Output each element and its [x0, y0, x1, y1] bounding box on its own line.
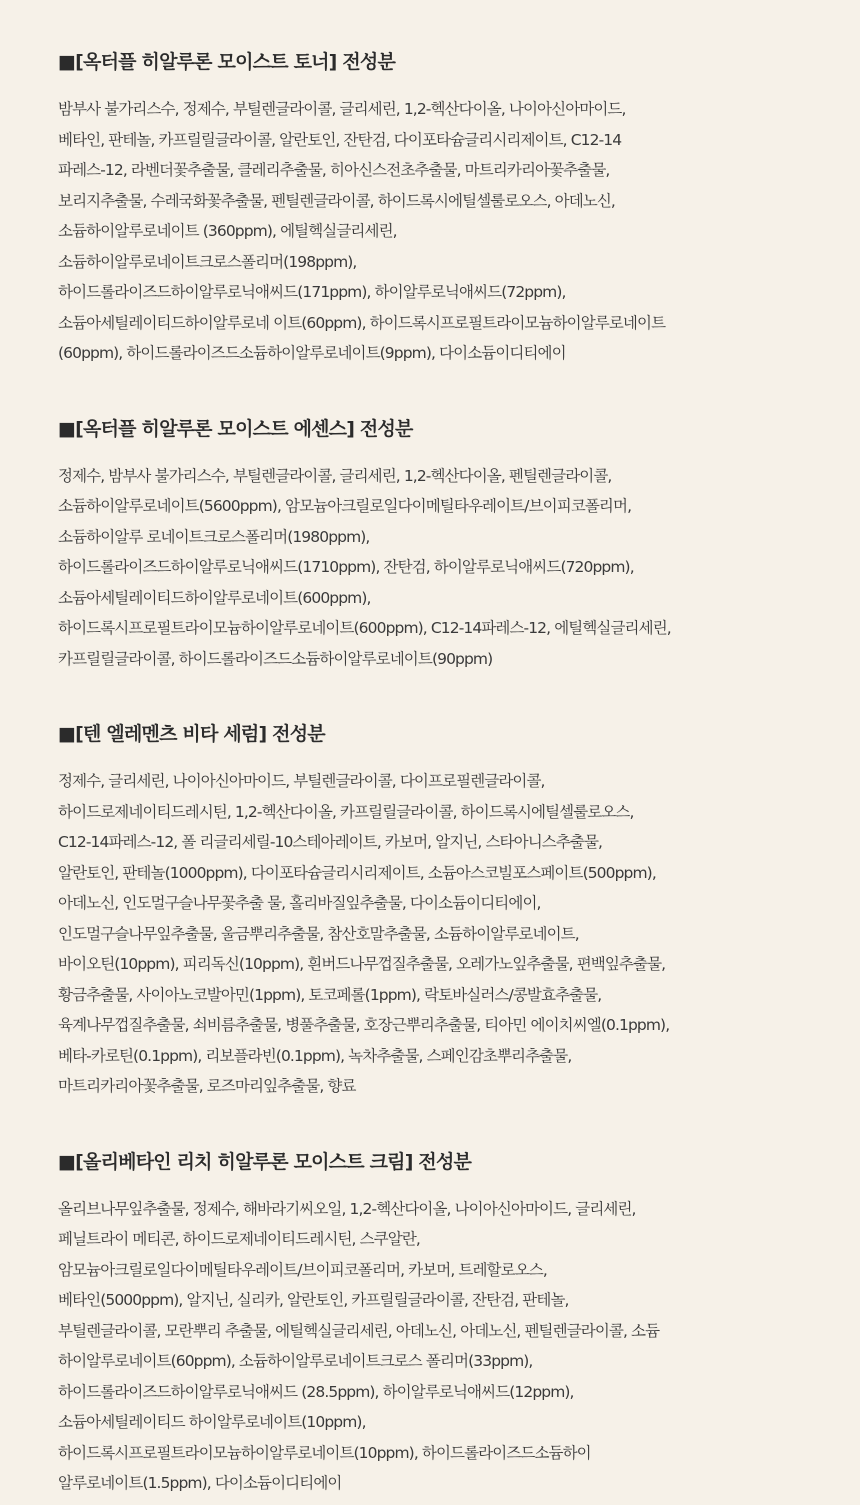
section-cream [58, 1144, 860, 1499]
ingredient-line: 하이드로제네이티드레시틴, 1,2-헥산다이올, 카프릴릴글라이콜, 하이드록시에틸셀룰로오스, [58, 802, 634, 821]
ingredient-line: 소듐하이알루로네이트(5600ppm), 암모늄아크릴로일다이메틸타우레이트/브이피코폴리머, [58, 497, 632, 515]
ingredient-line: 하이알루로네이트(60ppm), 소듐하이알루로네이트크로스 폴리머(33ppm), [58, 1352, 533, 1370]
ingredient-line: 베타인(5000ppm), 알지닌, 실리카, 알란토인, 카프릴릴글라이콜, 잔탄검, 판테놀, [58, 1291, 569, 1309]
ingredient-line: 페닐트라이 메티콘, 하이드로제네이티드레시틴, 스쿠알란, [58, 1230, 420, 1248]
ingredient-line: 황금추출물, 사이아노코발아민(1ppm), 토코페롤(1ppm), 락토바실러스/콩발효추출물, [58, 985, 602, 1004]
section-title: ■[옥터플 히알루론 모이스트 에센스] 전성분 [58, 417, 413, 440]
ingredient-line: 소듐하이알루 로네이트크로스폴리머(1980ppm), [58, 527, 370, 546]
section-toner [58, 44, 860, 369]
ingredient-line: 아데노신, 인도멀구슬나무꽃추출 물, 홀리바질잎추출물, 다이소듐이디티에이, [58, 894, 541, 912]
ingredient-line: 하이드록시프로필트라이모늄하이알루로네이트(600ppm), C12-14파레스-12, 에틸헥실글리세린, [58, 619, 671, 637]
ingredient-line: 소듐하이알루로네이트크로스폴리머(198ppm), [58, 252, 357, 271]
ingredient-list [58, 461, 860, 675]
ingredient-line: 하이드롤라이즈드하이알루로닉애씨드(1710ppm), 잔탄검, 하이알루로닉애씨드(720ppm), [58, 558, 634, 576]
ingredient-list [58, 1194, 860, 1499]
ingredient-line: 올리브나무잎추출물, 정제수, 해바라기씨오일, 1,2-헥산다이올, 나이아신아마이드, 글리세린, [58, 1199, 636, 1218]
ingredient-line: 마트리카리아꽃추출물, 로즈마리잎추출물, 향료 [58, 1077, 356, 1095]
ingredient-line: 파레스-12, 라벤더꽃추출물, 클레리추출물, 히아신스전초추출물, 마트리카리아꽃추출물, [58, 161, 610, 179]
ingredient-line: 정제수, 글리세린, 나이아신아마이드, 부틸렌글라이콜, 다이프로필렌글라이콜, [58, 772, 545, 790]
ingredient-line: 알란토인, 판테놀(1000ppm), 다이포타슘글리시리제이트, 소듐아스코빌포스페이트(500ppm), [58, 863, 656, 882]
ingredient-line: 암모늄아크릴로일다이메틸타우레이트/브이피코폴리머, 카보머, 트레할로오스, [58, 1260, 547, 1279]
ingredient-line: 소듐하이알루로네이트 (360ppm), 에틸헥실글리세린, [58, 222, 397, 240]
ingredient-line: 알루로네이트(1.5ppm), 다이소듐이디티에이 [58, 1474, 342, 1492]
section-serum [58, 716, 860, 1102]
section-title: ■[옥터플 히알루론 모이스트 토너] 전성분 [58, 51, 396, 73]
ingredient-line: 카프릴릴글라이콜, 하이드롤라이즈드소듐하이알루로네이트(90ppm) [58, 649, 493, 668]
ingredient-line: 소듐아세틸레이티드 하이알루로네이트(10ppm), [58, 1413, 366, 1431]
ingredient-line: 베타인, 판테놀, 카프릴릴글라이콜, 알란토인, 잔탄검, 다이포타슘글리시리제이트, C12-14 [58, 130, 622, 149]
ingredient-line: 정제수, 밤부사 불가리스수, 부틸렌글라이콜, 글리세린, 1,2-헥산다이올, 펜틸렌글라이콜, [58, 466, 612, 485]
ingredient-list [58, 94, 860, 369]
ingredient-line: 베타-카로틴(0.1ppm), 리보플라빈(0.1ppm), 녹차추출물, 스페인감초뿌리추출물, [58, 1046, 572, 1065]
ingredient-list [58, 766, 860, 1102]
ingredient-line: 소듐아세틸레이티드하이알루로네 이트(60ppm), 하이드록시프로필트라이모늄하이알루로네이트 [58, 313, 666, 332]
section-essence [58, 411, 860, 675]
ingredient-line: 인도멀구슬나무잎추출물, 울금뿌리추출물, 참산호말추출물, 소듐하이알루로네이트, [58, 924, 579, 943]
ingredient-line: 육계나무껍질추출물, 쇠비름추출물, 병풀추출물, 호장근뿌리추출물, 티아민 에이치씨엘(0.1ppm), [58, 1016, 670, 1034]
ingredient-line: 부틸렌글라이콜, 모란뿌리 추출물, 에틸헥실글리세린, 아데노신, 아데노신, 펜틸렌글라이콜, 소듐 [58, 1321, 660, 1340]
section-title: ■[올리베타인 리치 히알루론 모이스트 크림] 전성분 [58, 1150, 472, 1173]
ingredient-line: 하이드롤라이즈드하이알루로닉애씨드(171ppm), 하이알루로닉애씨드(72ppm), [58, 283, 566, 301]
ingredient-line: 바이오틴(10ppm), 피리독신(10ppm), 흰버드나무껍질추출물, 오레가노잎추출물, 편백잎추출물, [58, 955, 666, 973]
ingredient-line: 하이드록시프로필트라이모늄하이알루로네이트(10ppm), 하이드롤라이즈드소듐하이 [58, 1443, 591, 1462]
ingredient-line: C12-14파레스-12, 폴 리글리세릴-10스테아레이트, 카보머, 알지닌, 스타아니스추출물, [58, 833, 603, 851]
ingredient-line: 소듐아세틸레이티드하이알루로네이트(600ppm), [58, 588, 371, 607]
ingredient-line: 밤부사 불가리스수, 정제수, 부틸렌글라이콜, 글리세린, 1,2-헥산다이올, 나이아신아마이드, [58, 100, 626, 118]
ingredient-line: 보리지추출물, 수레국화꽃추출물, 펜틸렌글라이콜, 하이드록시에틸셀룰로오스, 아데노신, [58, 191, 615, 210]
section-title: ■[텐 엘레멘츠 비타 세럼] 전성분 [58, 723, 325, 745]
ingredient-line: (60ppm), 하이드롤라이즈드소듐하이알루로네이트(9ppm), 다이소듐이디티에이 [58, 344, 566, 362]
ingredient-line: 하이드롤라이즈드하이알루로닉애씨드 (28.5ppm), 하이알루로닉애씨드(12ppm), [58, 1382, 574, 1401]
